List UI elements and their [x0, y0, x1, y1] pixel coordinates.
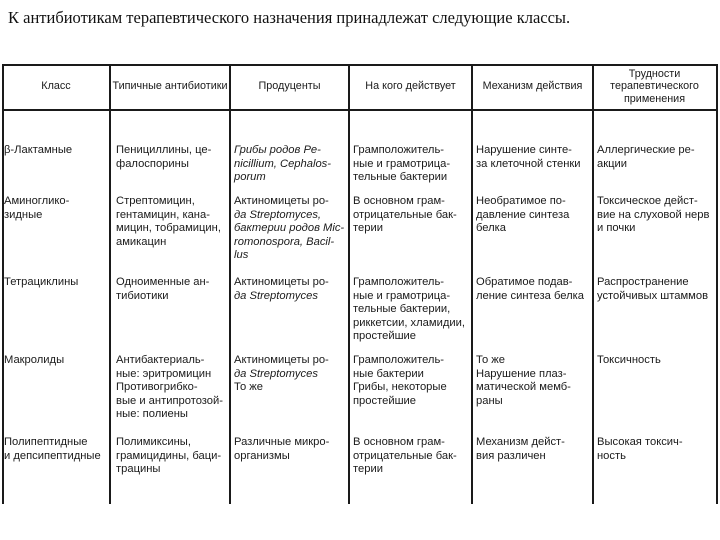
cell-line: ные и грамотрица- — [353, 289, 451, 302]
cell-line: Высокая токсич- — [597, 436, 683, 448]
cell-mechanism — [476, 276, 590, 303]
cell-line: Макролиды — [4, 354, 65, 366]
cell-line: Полипептидные — [4, 436, 88, 448]
cell-line: Тетрациклины — [4, 276, 79, 288]
cell-antibiotics — [116, 276, 226, 303]
cell-line: Грамположитель- — [353, 354, 445, 366]
cell-mechanism — [476, 354, 590, 408]
cell-line: риккетсии, хламидии, — [353, 316, 465, 329]
cell-line: То же — [476, 354, 505, 366]
cell-line: Аллергические ре- — [597, 144, 695, 156]
cell-line: зидные — [4, 208, 43, 221]
cell-line: простейшие — [353, 330, 417, 343]
header-class: Класс — [41, 80, 71, 93]
cell-line: да Streptomyces — [234, 289, 318, 302]
cell-line: Грамположитель- — [353, 276, 445, 288]
cell-line: ные: полиены — [116, 408, 188, 421]
cell-line: отрицательные бак- — [353, 208, 457, 221]
cell-line: Антибактериаль- — [116, 354, 205, 366]
cell-line: гентамицин, кана- — [116, 208, 210, 221]
cell-line: вые и антипротозой- — [116, 394, 223, 407]
cell-line: В основном грам- — [353, 195, 445, 207]
cell-antibiotics — [116, 195, 226, 249]
cell-line: Токсическое дейст- — [597, 195, 698, 207]
header-producers: Продуценты — [258, 80, 321, 93]
column-divider — [716, 64, 718, 504]
cell-line: простейшие — [353, 394, 417, 407]
cell-class — [4, 436, 108, 463]
column-divider — [592, 64, 594, 504]
cell-line: мицин, тобрамицин, — [116, 222, 221, 235]
cell-line: организмы — [234, 449, 290, 462]
cell-line: Механизм дейст- — [476, 436, 565, 448]
cell-line: вие на слуховой нерв — [597, 208, 710, 221]
cell-difficulties — [597, 276, 715, 303]
cell-line: Распространение — [597, 276, 689, 288]
column-divider — [348, 64, 350, 504]
cell-line: Различные микро- — [234, 436, 330, 448]
cell-target — [353, 195, 469, 236]
cell-line: Противогрибко- — [116, 381, 198, 394]
cell-producers — [234, 276, 346, 303]
cell-antibiotics — [116, 354, 226, 422]
cell-producers — [234, 354, 346, 395]
cell-line: ность — [597, 449, 626, 462]
column-divider — [109, 64, 111, 504]
cell-difficulties — [597, 195, 715, 236]
cell-line: тельные бактерии, — [353, 303, 451, 316]
cell-producers — [234, 436, 346, 463]
cell-line: Грибы, некоторые — [353, 381, 447, 394]
cell-class — [4, 354, 108, 368]
cell-line: Токсичность — [597, 354, 661, 366]
cell-producers — [234, 144, 346, 185]
cell-mechanism — [476, 436, 590, 463]
cell-line: да Streptomyces, — [234, 208, 322, 221]
cell-line: Одноименные ан- — [116, 276, 210, 288]
cell-line: В основном грам- — [353, 436, 445, 448]
column-divider — [471, 64, 473, 504]
cell-line: Нарушение плаз- — [476, 367, 567, 380]
cell-target — [353, 276, 469, 344]
cell-line: вия различен — [476, 449, 546, 462]
cell-target — [353, 436, 469, 477]
cell-line: nicillium, Cephalos- — [234, 157, 331, 170]
cell-line: Актиномицеты ро- — [234, 276, 329, 288]
cell-line: Пенициллины, це- — [116, 144, 212, 156]
cell-line: Актиномицеты ро- — [234, 354, 329, 366]
cell-mechanism — [476, 195, 590, 236]
cell-line: да Streptomyces — [234, 367, 318, 380]
cell-line: за клеточной стенки — [476, 157, 581, 170]
cell-difficulties — [597, 144, 715, 171]
cell-line: lus — [234, 249, 249, 262]
cell-line: давление синтеза — [476, 208, 570, 221]
page-title: К антибиотикам терапевтического назначения принадлежат следующие классы. — [8, 8, 571, 27]
cell-line: трацины — [116, 463, 161, 476]
cell-line: Обратимое подав- — [476, 276, 573, 288]
header-antibiotics: Типичные антибиотики — [112, 80, 228, 93]
cell-line: отрицательные бак- — [353, 449, 457, 462]
cell-class — [4, 144, 108, 158]
cell-line: Нарушение синте- — [476, 144, 572, 156]
cell-difficulties — [597, 436, 715, 463]
cell-line: терии — [353, 222, 383, 235]
cell-line: и почки — [597, 222, 636, 235]
header-difficulties: Трудности терапевтического применения — [610, 67, 699, 105]
cell-line: терии — [353, 463, 383, 476]
cell-line: ные бактерии — [353, 367, 424, 380]
cell-line: ные: эритромицин — [116, 367, 212, 380]
cell-antibiotics — [116, 144, 226, 171]
cell-line: ление синтеза белка — [476, 289, 584, 302]
cell-line: Аминоглико- — [4, 195, 70, 207]
cell-line: Грибы родов Pe- — [234, 144, 321, 156]
cell-line: грамицидины, баци- — [116, 449, 222, 462]
cell-line: бактерии родов Mic- — [234, 222, 345, 235]
cell-mechanism — [476, 144, 590, 171]
antibiotics-table — [2, 64, 718, 506]
cell-line: β-Лактамные — [4, 144, 73, 156]
column-divider — [229, 64, 231, 504]
cell-line: амикацин — [116, 235, 167, 248]
cell-line: тельные бактерии — [353, 171, 448, 184]
cell-producers — [234, 195, 346, 263]
cell-line: акции — [597, 157, 628, 170]
cell-target — [353, 354, 469, 408]
cell-line: тибиотики — [116, 289, 169, 302]
cell-line: раны — [476, 394, 503, 407]
cell-line: белка — [476, 222, 507, 235]
cell-line: фалоспорины — [116, 157, 189, 170]
cell-line: Необратимое по- — [476, 195, 566, 207]
cell-line: ные и грамотрица- — [353, 157, 451, 170]
cell-line: Грамположитель- — [353, 144, 445, 156]
cell-line: матической мемб- — [476, 381, 571, 394]
cell-line: romonospora, Bacil- — [234, 235, 335, 248]
cell-line: устойчивых штаммов — [597, 289, 709, 302]
cell-line: и депсипептидные — [4, 449, 101, 462]
cell-difficulties — [597, 354, 715, 368]
header-mechanism: Механизм действия — [482, 80, 583, 93]
cell-line: То же — [234, 381, 263, 394]
cell-line: Актиномицеты ро- — [234, 195, 329, 207]
cell-line: Стрептомицин, — [116, 195, 195, 207]
cell-target — [353, 144, 469, 185]
cell-antibiotics — [116, 436, 226, 477]
header-target: На кого действует — [365, 80, 456, 93]
cell-line: porum — [234, 171, 266, 184]
cell-line: Полимиксины, — [116, 436, 191, 448]
cell-class — [4, 276, 108, 290]
cell-class — [4, 195, 108, 222]
